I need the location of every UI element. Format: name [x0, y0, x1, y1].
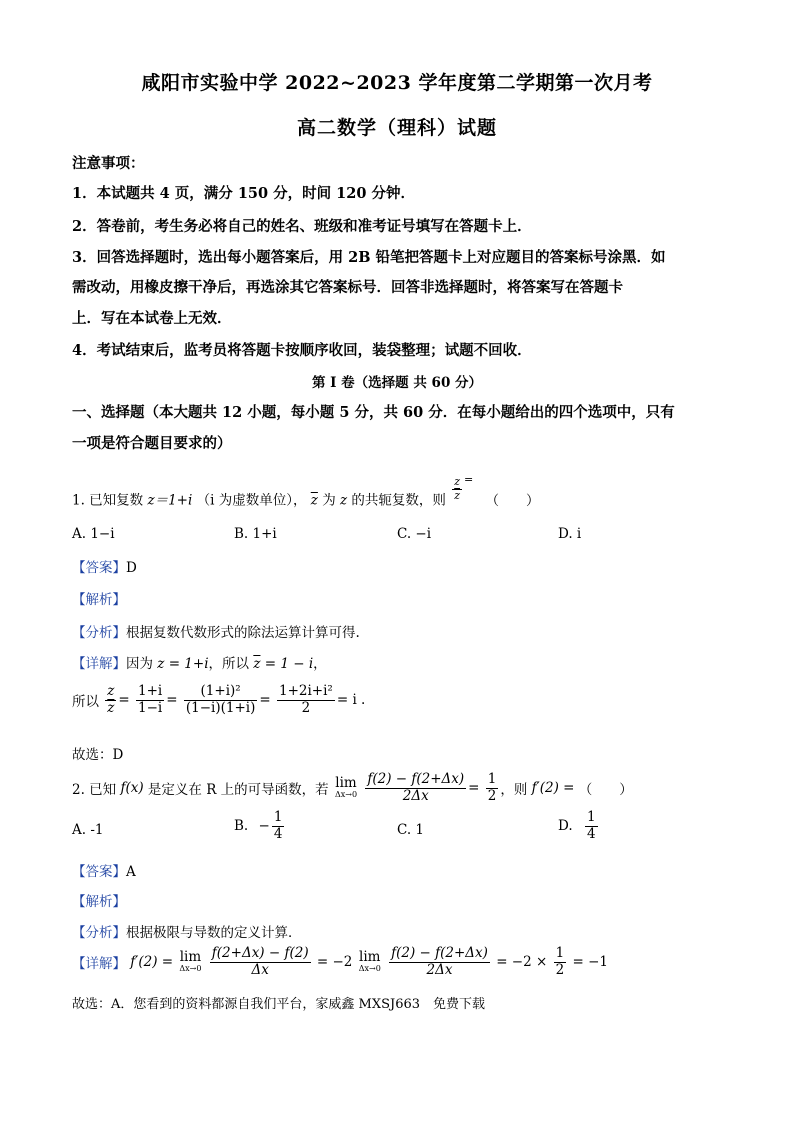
- q1-analysis: [72, 588, 126, 608]
- note-item-3-end: 上．写在本试卷上无效．: [72, 310, 232, 327]
- q1-expr: z＝1+i: [147, 492, 193, 509]
- q1-d-frac4: [277, 684, 335, 716]
- q1-detail-a: 因为: [126, 656, 153, 672]
- q1-option-b: B. 1+i: [234, 526, 277, 542]
- q2-option-b-den: 4: [273, 825, 283, 842]
- q2-half-den: 2: [487, 787, 497, 804]
- q2-fenxi: [72, 921, 302, 941]
- q2-half-num: 1: [487, 771, 497, 787]
- q1-detail-expr2: = 1 − i: [264, 656, 314, 672]
- q2-fprime: f′(2) =: [531, 780, 575, 797]
- q1-fenxi: [72, 621, 360, 641]
- q2-d-lim1-sub: Δx→0: [179, 963, 202, 973]
- q2-fraction: [365, 772, 466, 804]
- q1-mid1: （i 为虚数单位），: [196, 492, 307, 509]
- q2-d-frac2-den: 2Δx: [426, 961, 453, 978]
- q2-mid1: 是定义在 R 上的可导函数，若: [147, 782, 329, 799]
- q2-option-d-den: 4: [586, 825, 596, 842]
- q1-detail-expr1: z = 1+i: [157, 656, 209, 672]
- q2-analysis: [72, 890, 126, 910]
- q1-mid3: 的共轭复数，则: [351, 492, 446, 509]
- q1-detail-tag: 【详解】: [72, 656, 126, 672]
- q2-option-b-label: B.: [234, 818, 249, 835]
- q2-frac-den: 2Δx: [402, 787, 429, 804]
- q2-bracket: （ ）: [578, 782, 633, 799]
- q1-option-c: C. −i: [397, 526, 432, 542]
- q1-d-frac1-den: z: [107, 699, 115, 716]
- q2-answer-value: A: [126, 864, 136, 880]
- q2-option-b-frac: [272, 810, 285, 842]
- q2-d-lim2: [359, 951, 381, 973]
- q1-so-prefix: 所以: [72, 694, 99, 711]
- notes-heading: 注意事项：: [72, 155, 145, 172]
- q2-option-c: C. 1: [397, 822, 425, 838]
- part-title: 第 I 卷（选择题 共 60 分）: [311, 375, 483, 391]
- q2-answer: [72, 860, 136, 880]
- q1-fenxi-tag: 【分析】: [72, 625, 126, 641]
- q2-eq: =: [468, 780, 480, 797]
- exam-subtitle: 高二数学（理科）试题: [296, 117, 497, 139]
- question-1: [72, 472, 540, 514]
- q2-d-frac1-num: f(2+Δx) − f(2): [211, 945, 309, 961]
- exam-title: 咸阳市实验中学 2022~2023 学年度第二学期第一次月考: [141, 72, 653, 94]
- q2-option-d-num: 1: [586, 809, 596, 825]
- q2-option-b-sign: −: [258, 818, 270, 835]
- q1-prefix: 1. 已知复数: [72, 492, 144, 509]
- q2-d-lhs: f′(2) =: [130, 954, 174, 971]
- q2-lim: [335, 777, 357, 799]
- q1-derivation: 所以 $\frac{z}{z}$ = $\frac{1+i}{1-i}$ = $\frac{\text{(1+i)²}}{(1-i)(1+i)}$ = $\frac{\text{1+2i+i²}}{2}$ = i .: [72, 683, 366, 716]
- q2-option-b-num: 1: [273, 809, 283, 825]
- q2-fenxi-tag: 【分析】: [72, 925, 126, 941]
- q2-prefix: 2. 已知: [72, 782, 117, 799]
- q1-d-frac2-den: 1−i: [138, 699, 163, 716]
- note-item-3: 3．回答选择题时，选出每小题答案后，用 2B 铅笔把答题卡上对应题目的答案标号涂黑．如: [72, 249, 666, 266]
- note-item-3-cont: 需改动，用橡皮擦干净后，再选涂其它答案标号．回答非选择题时，将答案写在答题卡: [72, 279, 623, 296]
- q2-option-d-frac: [585, 810, 598, 842]
- q2-option-d: [558, 810, 600, 842]
- q2-d-lim2-top: lim: [359, 949, 381, 966]
- q1-d-frac3: [184, 684, 258, 716]
- q1-frac-den: z: [454, 488, 460, 502]
- q2-d-frac2: [389, 946, 490, 978]
- q2-detail-tag: 【详解】: [72, 956, 126, 973]
- q2-d-frac1: [210, 946, 311, 978]
- q1-frac-num: z: [454, 475, 460, 488]
- q1-answer: [72, 556, 137, 576]
- q2-d-mid: = −2: [316, 954, 353, 971]
- q2-frac-num: f(2) − f(2+Δx): [367, 771, 465, 787]
- q2-d-mid2: = −2 ×: [496, 954, 548, 971]
- q1-d-frac2-num: 1+i: [138, 683, 163, 699]
- q1-detail-zbar: $\overline{z}$: [253, 656, 261, 672]
- q1-option-a: A. 1−i: [72, 526, 115, 542]
- q1-d-frac3-num: (1+i)²: [184, 684, 258, 701]
- q2-lim-top: lim: [335, 775, 357, 792]
- q2-d-lim1: [179, 951, 201, 973]
- q2-fenxi-text: 根据极限与导数的定义计算．: [126, 925, 302, 941]
- q2-option-d-label: D.: [558, 818, 573, 835]
- section-heading-2: 一项是符合题目要求的）: [72, 435, 232, 452]
- q1-choose: 故选：D: [72, 747, 124, 763]
- q2-half: [486, 772, 499, 804]
- q2-d-end: = −1: [572, 954, 609, 971]
- note-item-1: 1．本试题共 4 页，满分 150 分，时间 120 分钟．: [72, 185, 415, 202]
- q1-mid2: 为: [322, 492, 336, 509]
- q1-bracket: （ ）: [485, 492, 540, 509]
- q1-answer-value: D: [126, 560, 137, 576]
- q2-d-lim2-sub: Δx→0: [358, 963, 381, 973]
- q2-d-frac3-den: 2: [555, 961, 565, 978]
- q1-d-frac4-num: 1+2i+i²: [278, 683, 333, 699]
- q1-detail-c: ，: [313, 656, 327, 672]
- q1-d-frac1-num: z: [107, 683, 115, 699]
- q1-answer-tag: 【答案】: [72, 560, 126, 576]
- q2-d-frac2-num: f(2) − f(2+Δx): [391, 945, 488, 961]
- section-heading-1: 一、选择题（本大题共 12 小题，每小题 5 分，共 60 分．在每小题给出的四个选项中，只有: [72, 404, 675, 421]
- q2-option-b: [234, 810, 286, 842]
- q2-d-lim1-top: lim: [179, 949, 202, 966]
- q1-option-d: D. i: [558, 526, 582, 542]
- q2-answer-tag: 【答案】: [72, 864, 126, 880]
- q1-detail: [72, 652, 327, 672]
- q1-analysis-tag: 【解析】: [72, 592, 126, 608]
- q1-zbar: $\overline{z}$: [310, 492, 318, 509]
- note-item-2: 2．答卷前，考生务必将自己的姓名、班级和准考证号填写在答题卡上．: [72, 218, 532, 235]
- q1-detail-b: ，所以: [208, 656, 250, 672]
- q1-z: z: [339, 492, 348, 509]
- q1-result: = i .: [336, 692, 366, 709]
- q2-choose: 故选：A．您看到的资料都源自我们平台，家威鑫 MXSJ663 免费下载: [72, 997, 486, 1012]
- q1-fenxi-text: 根据复数代数形式的除法运算计算可得.: [126, 625, 360, 641]
- q2-d-frac3-num: 1: [555, 945, 565, 961]
- q2-lim-sub: Δx→0: [334, 789, 358, 799]
- q1-d-frac2: [136, 684, 164, 716]
- q1-eq: =: [464, 472, 474, 486]
- note-item-4: 4．考试结束后，监考员将答题卡按顺序收回，装袋整理；试题不回收．: [72, 342, 532, 359]
- q2-fx: f(x): [120, 780, 144, 797]
- question-2: [72, 772, 633, 804]
- q1-fraction: [452, 476, 462, 502]
- q1-d-frac3-den: (1−i)(1+i): [185, 699, 256, 716]
- q2-d-frac3: [554, 946, 567, 978]
- q2-d-frac1-den: Δx: [251, 961, 269, 978]
- q2-detail: [72, 946, 608, 978]
- q2-mid2: ，则: [500, 782, 528, 799]
- q2-analysis-tag: 【解析】: [72, 894, 126, 910]
- q1-d-frac4-den: 2: [301, 699, 311, 716]
- q1-d-frac1: [105, 684, 116, 716]
- q2-option-a: A. -1: [72, 822, 104, 838]
